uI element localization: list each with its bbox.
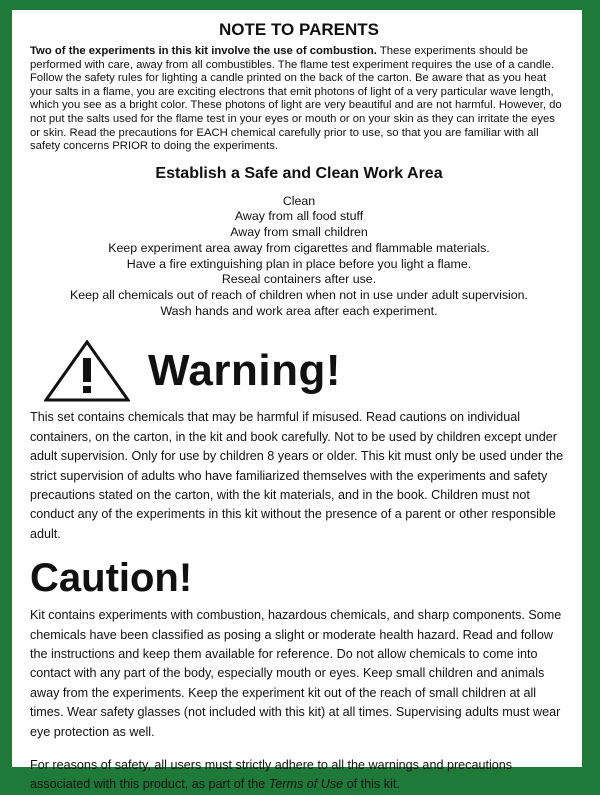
list-item: Away from all food stuff: [234, 209, 364, 224]
final-paragraph: [30, 756, 568, 795]
warning-header: [30, 338, 568, 404]
list-item: Have a fire extinguishing plan in place before you light a flame.: [126, 256, 472, 271]
warning-heading: Warning!: [148, 346, 341, 396]
list-item: Keep all chemicals out of reach of children when not in use under adult supervision.: [69, 287, 529, 302]
list-item: Clean: [282, 193, 316, 208]
terms-of-use: Terms of Use: [268, 777, 344, 792]
note-title: NOTE TO PARENTS: [219, 20, 379, 39]
list-item: Keep experiment area away from cigarettes and flammable materials.: [108, 240, 490, 255]
note-lead-bold: Two of the experiments in this kit involve the use of combustion.: [30, 45, 377, 57]
work-area-title: Establish a Safe and Clean Work Area: [155, 164, 443, 182]
list-item: Reseal containers after use.: [221, 272, 377, 287]
list-item: Away from small children: [230, 225, 368, 240]
note-paragraph: [30, 45, 568, 154]
document-page: [12, 10, 582, 792]
warning-text: This set contains chemicals that may be harmful if misused. Read cautions on individual containers, on the carton, in the kit and book carefully. Not to be used by children except under adult supervision. Only for use by children 8 years or older. This kit must only be used under the strict supervision of adults who have familiarized themselves with the experiments and safety precautions stated on the carton, with the kit materials, and in the book. Children must not conduct any of the experiments in this kit without the presence of a parent or other responsible adult.: [30, 410, 564, 541]
caution-text: Kit contains experiments with combustion, hazardous chemicals, and sharp components. Some chemicals have been classified as posing a slight or moderate health hazard. Read and follow the instructions and keep them available for reference. Do not allow chemicals to come into contact with any part of the body, especially mouth or eyes. Keep small children and animals away from the experiments. Keep the experiment kit out of the reach of small children at all times. Wear safety glasses (not included with this kit) at all times. Supervising adults must wear eye protection as well.: [30, 608, 562, 739]
list-item: Wash hands and work area after each experiment.: [160, 303, 438, 318]
final-text-before: For reasons of safety, all users must strictly adhere to all the warnings and precautions associated with this product, as part of the: [30, 758, 513, 792]
caution-heading: Caution!: [30, 556, 193, 601]
work-area-list: [30, 194, 568, 320]
final-text-after: of this kit.: [343, 777, 400, 792]
warning-triangle-icon: [44, 340, 130, 402]
note-body: These experiments should be performed with care, away from all combustibles. The flame test experiment requires the use of a candle. Follow the safety rules for lighting a candle printed on the back of the carton. Be aware that as you heat your salts in a flame, you are exciting electrons that emit photons of light of a very particular wave length, which you see as a bright color. These photons of light are very beautiful and are not harmful. However, do not put the salts used for the flame test in your eyes or mouth or on your skin as they can irritate the eyes or skin. Read the precautions for EACH chemical carefully prior to use, so that you are familiar with all safety concerns PRIOR to doing the experiments.: [30, 45, 562, 153]
